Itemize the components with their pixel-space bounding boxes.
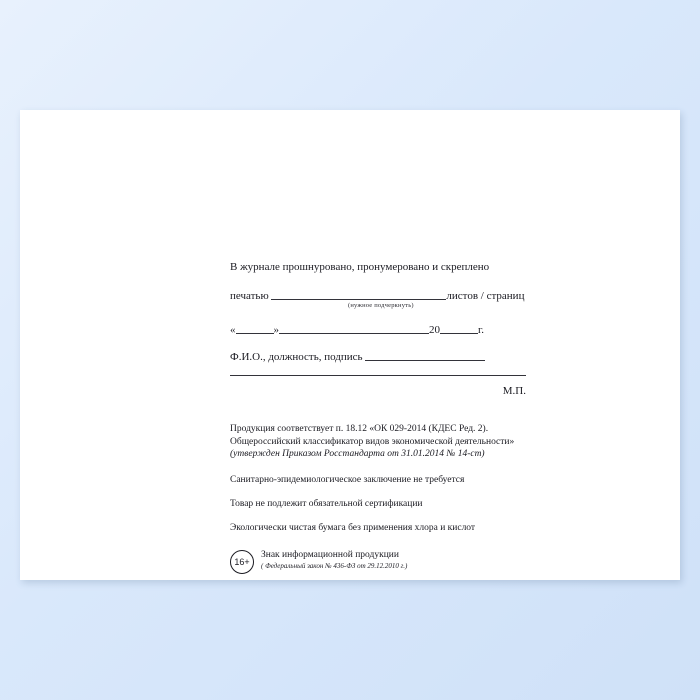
legal-line-1: Продукция соответствует п. 18.12 «ОК 029-2014 (КДЕС Ред. 2). xyxy=(230,424,489,434)
legal-statement-1: Санитарно-эпидемиологическое заключение не требуется xyxy=(230,474,465,485)
certification-intro: В журнале прошнуровано, пронумеровано и скреплено xyxy=(230,261,490,273)
age-rating-badge: 16+ xyxy=(230,550,254,574)
age-mark-subtitle: ( Федеральный закон № 436-ФЗ от 29.12.2010 г.) xyxy=(261,561,408,570)
month-fill-field[interactable] xyxy=(279,322,429,334)
seal-row xyxy=(230,288,650,309)
year-suffix: г. xyxy=(478,324,485,336)
signature-second-rule[interactable] xyxy=(230,374,526,376)
certification-block xyxy=(230,260,650,574)
legal-line-2: Общероссийский классификатор видов экономической деятельности» xyxy=(230,436,515,447)
legal-statement-2: Товар не подлежит обязательной сертификации xyxy=(230,498,423,509)
year-fill-field[interactable] xyxy=(440,322,478,334)
signature-fill-field[interactable] xyxy=(365,349,485,361)
legal-statement-3: Экологически чистая бумага без применения хлора и кислот xyxy=(230,522,476,533)
date-row xyxy=(230,322,650,336)
age-mark-title: Знак информационной продукции xyxy=(261,549,399,560)
sheets-label: листов / страниц xyxy=(446,290,525,302)
seal-fill-field[interactable] xyxy=(271,288,446,300)
day-fill-field[interactable] xyxy=(236,322,274,334)
sheets-hint: (нужное подчеркнуть) xyxy=(348,302,414,309)
stamp-place: М.П. xyxy=(502,385,526,397)
legal-block xyxy=(230,423,650,533)
date-open-quote: « xyxy=(230,324,236,336)
signature-label: Ф.И.О., должность, подпись xyxy=(230,351,363,363)
age-mark-block xyxy=(230,549,650,574)
date-close-quote: » xyxy=(273,324,279,336)
age-mark-text xyxy=(261,549,407,572)
seal-label: печатью xyxy=(230,290,269,302)
year-prefix: 20 xyxy=(429,324,440,336)
signature-row xyxy=(230,349,650,363)
document-page xyxy=(20,110,680,580)
legal-line-3: (утвержден Приказом Росстандарта от 31.01.2014 № 14-ст) xyxy=(230,449,485,459)
